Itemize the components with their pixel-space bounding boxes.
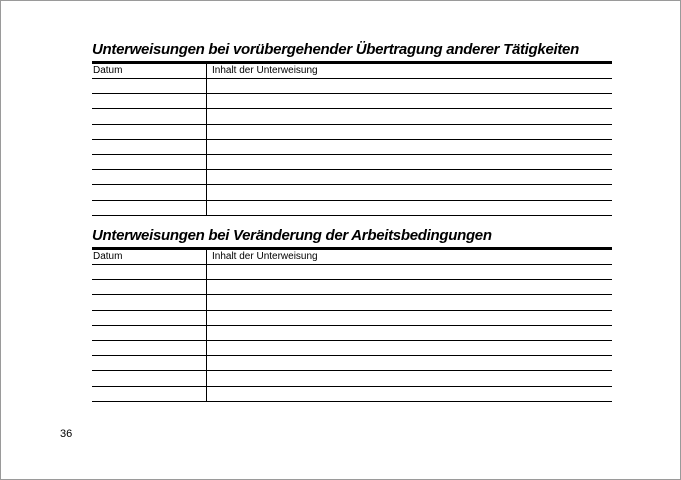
table-header bbox=[92, 64, 612, 78]
table-row[interactable] bbox=[92, 155, 612, 170]
table-row[interactable] bbox=[92, 265, 612, 280]
date-cell[interactable] bbox=[92, 185, 206, 199]
content-cell[interactable] bbox=[206, 79, 613, 93]
date-cell[interactable] bbox=[92, 295, 206, 309]
date-cell[interactable] bbox=[92, 326, 206, 340]
column-header-content: Inhalt der Unterweisung bbox=[206, 250, 612, 264]
content-cell[interactable] bbox=[206, 185, 613, 199]
section-title: Unterweisungen bei vorübergehender Übertragung anderer Tätigkeiten bbox=[92, 41, 579, 58]
table-row[interactable] bbox=[92, 387, 612, 402]
date-cell[interactable] bbox=[92, 356, 206, 370]
content-cell[interactable] bbox=[206, 295, 613, 309]
date-cell[interactable] bbox=[92, 170, 206, 184]
date-cell[interactable] bbox=[92, 155, 206, 169]
date-cell[interactable] bbox=[92, 371, 206, 385]
section-changed-conditions bbox=[92, 226, 612, 402]
table-row[interactable] bbox=[92, 311, 612, 326]
table-row[interactable] bbox=[92, 125, 612, 140]
section-title: Unterweisungen bei Veränderung der Arbeitsbedingungen bbox=[92, 227, 492, 244]
table-row[interactable] bbox=[92, 201, 612, 216]
page-number: 36 bbox=[60, 428, 73, 440]
date-cell[interactable] bbox=[92, 280, 206, 294]
date-cell[interactable] bbox=[92, 79, 206, 93]
table-row[interactable] bbox=[92, 185, 612, 200]
table-row[interactable] bbox=[92, 371, 612, 386]
table-row[interactable] bbox=[92, 140, 612, 155]
date-cell[interactable] bbox=[92, 140, 206, 154]
content-cell[interactable] bbox=[206, 371, 613, 385]
date-cell[interactable] bbox=[92, 265, 206, 279]
date-cell[interactable] bbox=[92, 341, 206, 355]
content-cell[interactable] bbox=[206, 140, 613, 154]
table-row[interactable] bbox=[92, 170, 612, 185]
section-temporary-transfer bbox=[92, 40, 612, 216]
table-row[interactable] bbox=[92, 326, 612, 341]
table-body bbox=[92, 79, 612, 216]
date-cell[interactable] bbox=[92, 311, 206, 325]
date-cell[interactable] bbox=[92, 94, 206, 108]
content-cell[interactable] bbox=[206, 125, 613, 139]
date-cell[interactable] bbox=[92, 387, 206, 401]
date-cell[interactable] bbox=[92, 109, 206, 123]
content-cell[interactable] bbox=[206, 109, 613, 123]
table-row[interactable] bbox=[92, 341, 612, 356]
content-cell[interactable] bbox=[206, 280, 613, 294]
table-row[interactable] bbox=[92, 356, 612, 371]
date-cell[interactable] bbox=[92, 125, 206, 139]
table-row[interactable] bbox=[92, 295, 612, 310]
table-row[interactable] bbox=[92, 94, 612, 109]
content-cell[interactable] bbox=[206, 341, 613, 355]
date-cell[interactable] bbox=[92, 201, 206, 215]
content-cell[interactable] bbox=[206, 387, 613, 401]
content-cell[interactable] bbox=[206, 326, 613, 340]
content-cell[interactable] bbox=[206, 265, 613, 279]
column-header-content: Inhalt der Unterweisung bbox=[206, 64, 612, 78]
table-body bbox=[92, 265, 612, 402]
table-row[interactable] bbox=[92, 280, 612, 295]
content-cell[interactable] bbox=[206, 155, 613, 169]
content-cell[interactable] bbox=[206, 201, 613, 215]
content-cell[interactable] bbox=[206, 94, 613, 108]
content-cell[interactable] bbox=[206, 356, 613, 370]
content-cell[interactable] bbox=[206, 170, 613, 184]
table-header bbox=[92, 250, 612, 264]
content-cell[interactable] bbox=[206, 311, 613, 325]
column-header-date: Datum bbox=[93, 65, 123, 76]
table-row[interactable] bbox=[92, 109, 612, 124]
table-row[interactable] bbox=[92, 79, 612, 94]
column-header-date: Datum bbox=[93, 251, 123, 262]
